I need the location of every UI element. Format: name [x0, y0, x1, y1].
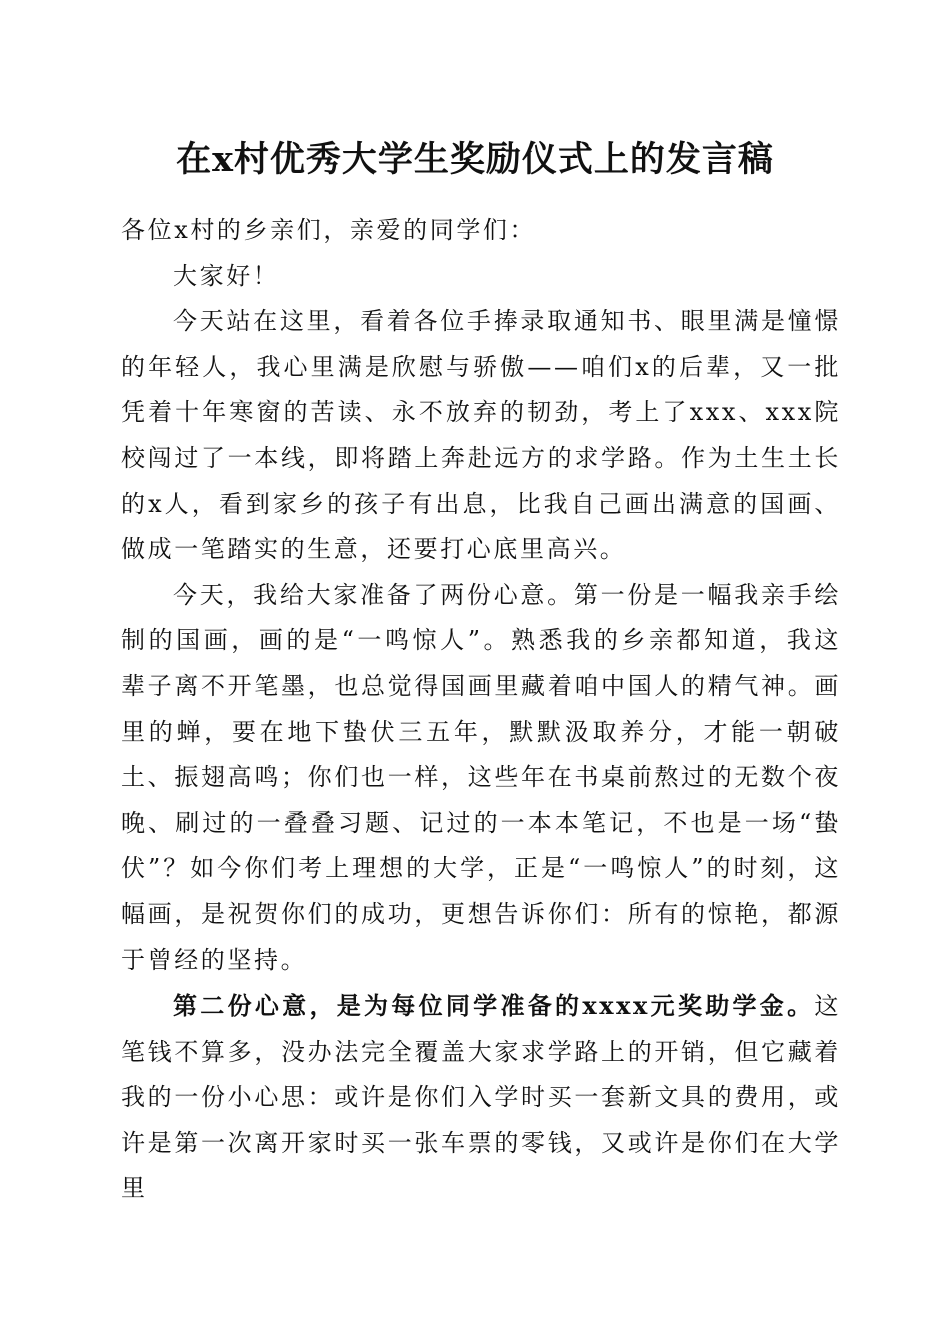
- salutation: 各位x村的乡亲们，亲爱的同学们：: [121, 216, 537, 244]
- document-body: [121, 208, 841, 1212]
- document-title: 在x村优秀大学生奖励仪式上的发言稿: [176, 139, 774, 180]
- paragraph-2: 今天，我给大家准备了两份心意。第一份是一幅我亲手绘制的国画，画的是“一鸣惊人”。熟悉我的乡亲都知道，我这辈子离不开笔墨，也总觉得国画里藏着咱中国人的精气神。画里的蝉，要在地下蛰伏三五年，默默汲取养分，才能一朝破土、振翅高鸣；你们也一样，这些年在书桌前熬过的无数个夜晚、刷过的一叠叠习题、记过的一本本笔记，不也是一场“蛰伏”？如今你们考上理想的大学，正是“一鸣惊人”的时刻，这幅画，是祝贺你们的成功，更想告诉你们：所有的惊艳，都源于曾经的坚持。: [121, 580, 841, 974]
- paragraph-3: [121, 983, 841, 1212]
- greeting: 大家好！: [173, 261, 280, 290]
- paragraph-3-rest: 这笔钱不算多，没办法完全覆盖大家求学路上的开销，但它藏着我的一份小心思：或许是你们入学时买一套新文具的费用，或许是第一次离开家时买一张车票的零钱，又或许是你们在大学里: [121, 992, 841, 1203]
- paragraph-3-lead: 第二份心意，是为每位同学准备的xxxx元奖助学金。: [173, 991, 815, 1021]
- paragraph-1: 今天站在这里，看着各位手捧录取通知书、眼里满是憧憬的年轻人，我心里满是欣慰与骄傲——咱们x的后辈，又一批凭着十年寒窗的苦读、永不放弃的韧劲，考上了xxx、xxx院校闯过了一本线，即将踏上奔赴远方的求学路。作为土生土长的x人，看到家乡的孩子有出息，比我自己画出满意的国画、做成一笔踏实的生意，还要打心底里高兴。: [121, 307, 841, 564]
